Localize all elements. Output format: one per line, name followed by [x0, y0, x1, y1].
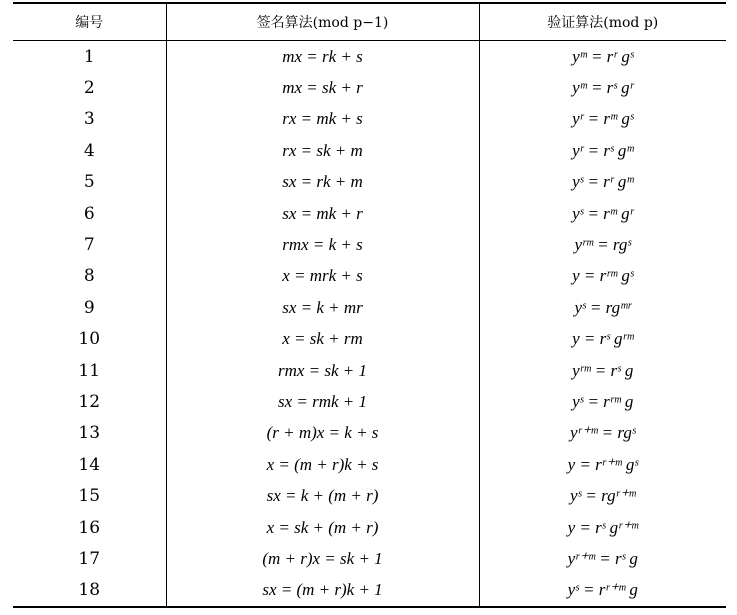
table-row — [13, 135, 726, 166]
row-number-cell: 17 — [78, 548, 101, 569]
verification-equation-cell: yᵐ = rˢ gʳ — [479, 72, 726, 103]
row-number-cell: 4 — [83, 140, 95, 161]
row-number-cell: 8 — [83, 266, 95, 287]
row-number-cell: 3 — [83, 109, 95, 130]
table-row — [13, 261, 726, 292]
table-row — [13, 104, 726, 135]
table-row — [13, 418, 726, 449]
table-row — [13, 292, 726, 323]
table-row — [13, 449, 726, 480]
header-verification-label: 验证算法 — [547, 15, 604, 31]
verification-equation-cell: yʳ⁺ᵐ = rgˢ — [479, 418, 726, 449]
verification-equation-cell: y = rʳ⁺ᵐ gˢ — [479, 449, 726, 480]
row-number-cell: 5 — [83, 172, 95, 193]
row-number-cell: 16 — [78, 517, 101, 538]
table-row — [13, 355, 726, 386]
row-number-cell: 13 — [78, 423, 101, 444]
signature-equation-cell: sx = rk + m — [166, 167, 479, 198]
verification-equation-cell: yʳ = rˢ gᵐ — [479, 135, 726, 166]
signature-equation-cell: sx = (m + r)k + 1 — [166, 575, 479, 607]
verification-equation-cell: yˢ = rʳ gᵐ — [479, 167, 726, 198]
row-number-cell: 18 — [13, 575, 166, 607]
verification-equation-cell: yˢ = rgᵐʳ — [479, 292, 726, 323]
row-number-cell: 9 — [83, 297, 95, 318]
row-number-cell: 14 — [78, 454, 101, 475]
table-row — [13, 229, 726, 260]
verification-equation-cell: yˢ = rʳᵐ g — [479, 386, 726, 417]
row-number-cell: 15 — [78, 486, 101, 507]
signature-equation-cell: sx = k + (m + r) — [166, 480, 479, 511]
table-row — [13, 324, 726, 355]
table-row — [13, 543, 726, 574]
header-signature-mod: (mod p−1) — [312, 15, 389, 31]
table-row — [13, 198, 726, 229]
table-row — [13, 512, 726, 543]
table-row — [13, 480, 726, 511]
signature-equation-cell: rmx = k + s — [166, 229, 479, 260]
row-number-cell: 10 — [78, 329, 101, 350]
signature-equation-cell: x = mrk + s — [166, 261, 479, 292]
header-verification-mod: (mod p) — [603, 15, 659, 31]
row-number-cell: 12 — [78, 391, 101, 412]
table-row — [13, 41, 726, 73]
row-number-cell: 2 — [83, 78, 95, 99]
signature-equation-cell: (r + m)x = k + s — [166, 418, 479, 449]
signature-equation-cell: x = sk + (m + r) — [166, 512, 479, 543]
signature-equation-cell: mx = rk + s — [166, 41, 479, 73]
verification-equation-cell: yʳ = rᵐ gˢ — [479, 104, 726, 135]
row-number-cell: 6 — [83, 203, 95, 224]
signature-equation-cell: (m + r)x = sk + 1 — [166, 543, 479, 574]
header-signature-algorithm — [166, 3, 479, 41]
verification-equation-cell: yᵐ = rʳ gˢ — [479, 41, 726, 73]
table-row — [13, 386, 726, 417]
verification-equation-cell: y = rʳᵐ gˢ — [479, 261, 726, 292]
header-verification-algorithm — [479, 3, 726, 41]
signature-equation-cell: rmx = sk + 1 — [166, 355, 479, 386]
row-number-cell: 7 — [83, 235, 95, 256]
verification-equation-cell: yˢ = rʳ⁺ᵐ g — [479, 575, 726, 607]
signature-equation-cell: x = sk + rm — [166, 324, 479, 355]
verification-equation-cell: yˢ = rgʳ⁺ᵐ — [479, 480, 726, 511]
signature-equation-cell: mx = sk + r — [166, 72, 479, 103]
verification-equation-cell: yʳᵐ = rgˢ — [479, 229, 726, 260]
signature-scheme-table — [13, 2, 726, 608]
table-row — [13, 575, 726, 607]
header-signature-label: 签名算法 — [256, 15, 313, 31]
verification-equation-cell: yˢ = rᵐ gʳ — [479, 198, 726, 229]
signature-equation-cell: sx = rmk + 1 — [166, 386, 479, 417]
row-number-cell: 1 — [83, 46, 95, 67]
table-row — [13, 72, 726, 103]
header-number: 编号 — [13, 3, 166, 41]
signature-equation-cell: sx = mk + r — [166, 198, 479, 229]
signature-equation-cell: rx = sk + m — [166, 135, 479, 166]
signature-equation-cell: sx = k + mr — [166, 292, 479, 323]
verification-equation-cell: y = rˢ gʳᵐ — [479, 324, 726, 355]
signature-equation-cell: rx = mk + s — [166, 104, 479, 135]
verification-equation-cell: y = rˢ gʳ⁺ᵐ — [479, 512, 726, 543]
table-header-row — [13, 3, 726, 41]
verification-equation-cell: yʳ⁺ᵐ = rˢ g — [479, 543, 726, 574]
signature-equation-cell: x = (m + r)k + s — [166, 449, 479, 480]
verification-equation-cell: yʳᵐ = rˢ g — [479, 355, 726, 386]
table-row — [13, 167, 726, 198]
row-number-cell: 11 — [78, 360, 101, 381]
